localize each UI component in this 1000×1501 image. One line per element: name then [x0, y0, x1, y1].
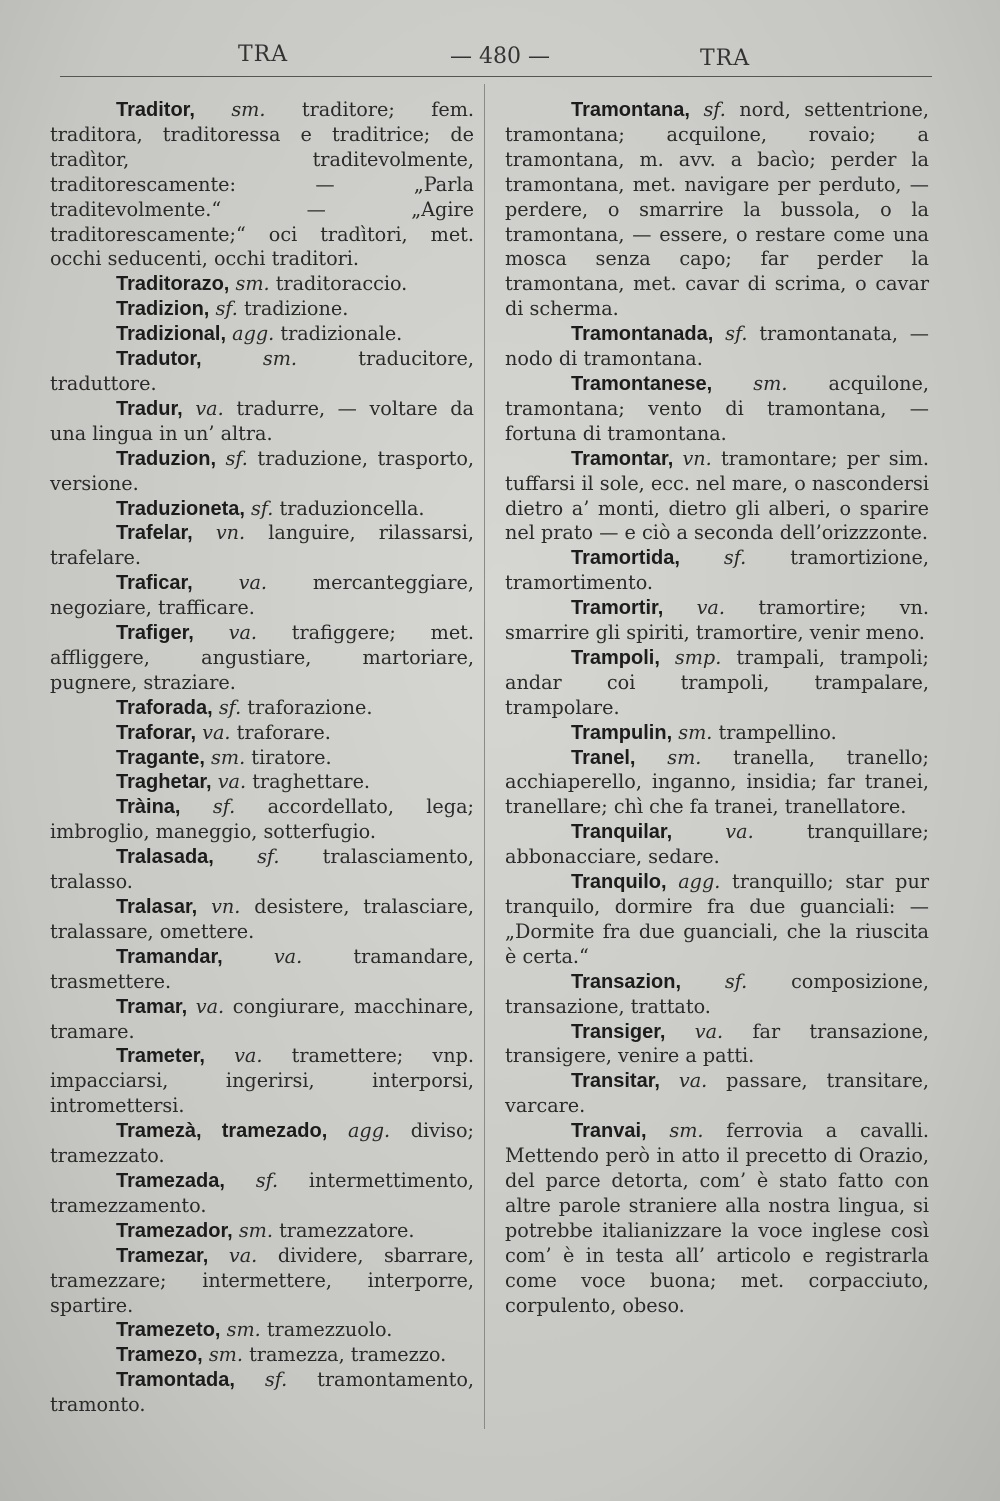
- entry-headword: Traditorazo,: [116, 273, 230, 296]
- entry-grammar-tag: sm.: [211, 745, 246, 769]
- entry-grammar-tag: sm.: [678, 720, 713, 744]
- dictionary-entry: [50, 521, 474, 571]
- entry-headword: Transazion,: [571, 970, 682, 993]
- entry-headword: Tramezador,: [116, 1219, 233, 1242]
- entry-grammar-tag: va.: [228, 621, 257, 645]
- dictionary-entry: [505, 447, 929, 547]
- entry-definition: tranella, tranello; acchiaperello, inganno, insidia; far tranei, tranellare; chì che fa tranei, tranellatore.: [505, 745, 929, 819]
- entry-grammar-tag: va.: [228, 1243, 258, 1267]
- entry-definition: composizione, transazione, trattato.: [505, 969, 929, 1018]
- entry-grammar-tag: sf.: [257, 845, 280, 869]
- entry-definition: tranquillo; star pur tranquilo, dormire fra due guanciali: — „Dormite fra due guanciali, che la riuscita è certa.“: [505, 870, 929, 968]
- entry-definition: tradizione.: [243, 297, 349, 321]
- entry-grammar-tag: smp.: [674, 645, 722, 669]
- dictionary-entry: [50, 621, 474, 696]
- entry-headword: Traduzioneta,: [116, 497, 245, 520]
- entry-definition: ferrovia a cavalli. Mettendo però in atto il precetto di Orazio, del parce detorta, com’ è stato fatto con altre parole straniere alla nostra lingua, si potrebbe italianizzare la voce inglese così com’ è in testa all’ articolo e registrarla come voce buona; met. corpacciuto, corpulento, obeso.: [505, 1119, 929, 1317]
- entry-headword: Tradur,: [116, 397, 183, 420]
- dictionary-entry: [505, 1069, 929, 1119]
- entry-headword: Traforar,: [116, 721, 197, 744]
- entry-grammar-tag: agg.: [347, 1119, 391, 1143]
- dictionary-entry: [50, 1169, 474, 1219]
- entry-definition: tiratore.: [251, 745, 332, 769]
- dictionary-entry: [505, 721, 929, 746]
- entry-headword: Tramontar,: [571, 447, 674, 470]
- entry-grammar-tag: sf.: [251, 496, 274, 520]
- entry-grammar-tag: va.: [694, 1019, 724, 1043]
- entry-definition: traforazione.: [247, 695, 373, 719]
- entry-headword: Tranquilar,: [571, 821, 673, 844]
- dictionary-entry: [50, 721, 474, 746]
- entry-grammar-tag: sm.: [231, 98, 266, 121]
- entry-headword: Tramontanese,: [571, 372, 713, 395]
- entry-headword: Tramortir,: [571, 597, 664, 620]
- dictionary-entry: [50, 1343, 474, 1368]
- entry-grammar-tag: sf.: [703, 98, 726, 121]
- entry-headword: Trampulin,: [571, 721, 673, 744]
- entry-headword: Traforada,: [116, 696, 213, 719]
- dictionary-entry: [50, 1244, 474, 1319]
- entry-headword: Tralasada,: [116, 846, 214, 869]
- entry-definition: traditore; fem. traditora, traditoressa e traditrice; de tradìtor, traditevolmente, traditorescamente: — „Parla traditevolmente.“ — „Agire traditorescamente;“ oci tradìtori, met. occhi seducenti, occhi traditori.: [50, 98, 474, 271]
- dictionary-entry: [505, 98, 929, 322]
- entry-grammar-tag: va.: [195, 994, 225, 1018]
- entry-grammar-tag: va.: [725, 820, 754, 844]
- dictionary-entry: [505, 646, 929, 721]
- dictionary-entry: [505, 820, 929, 870]
- dictionary-entry: [505, 546, 929, 596]
- entry-grammar-tag: sf.: [725, 322, 748, 346]
- entry-grammar-tag: sf.: [724, 969, 748, 993]
- dictionary-entry: [505, 372, 929, 447]
- entry-headword: Traditor,: [116, 99, 195, 121]
- dictionary-entry: [50, 945, 474, 995]
- entry-grammar-tag: va.: [696, 596, 725, 620]
- entry-headword: Trameter,: [116, 1045, 205, 1068]
- dictionary-entry: [505, 596, 929, 646]
- entry-headword: Tramezà, tramezado,: [116, 1120, 328, 1143]
- entry-grammar-tag: vn.: [682, 446, 712, 470]
- entry-grammar-tag: agg.: [678, 870, 721, 894]
- entry-definition: nord, settentrione, tramontana; acquilone, rovaio; a tramontana, m. avv. a bacìo; perder la tramontana, met. navigare per perduto, — perdere, o smarrire la bussola, o la tramontana, — essere, o restare come una mosca senza capo; far perder la tramontana, met. cavar di scrima, o cavar di scherma.: [505, 98, 930, 321]
- page-number: — 480 —: [450, 44, 550, 69]
- entry-grammar-tag: sf.: [255, 1168, 279, 1192]
- entry-headword: Tradizional,: [116, 323, 227, 346]
- entry-headword: Tradutor,: [116, 348, 202, 371]
- entry-definition: dividere, sbarrare, tramezzare; intermettere, interporre, spartire.: [50, 1243, 474, 1317]
- dictionary-entry: [50, 696, 474, 721]
- entry-headword: Tranquilo,: [571, 871, 667, 894]
- dictionary-entry: [50, 98, 474, 272]
- entry-headword: Tramezar,: [116, 1244, 209, 1267]
- entry-headword: Tramontada,: [116, 1369, 235, 1392]
- entry-headword: Tragante,: [116, 746, 205, 769]
- entry-definition: tralasciamento, tralasso.: [50, 845, 474, 894]
- entry-headword: Tramontana,: [571, 99, 690, 121]
- entry-definition: mercanteggiare, negoziare, trafficare.: [50, 571, 474, 620]
- entry-definition: tramezza, tramezzo.: [249, 1343, 447, 1367]
- entry-definition: tramezzuolo.: [266, 1318, 393, 1342]
- entry-headword: Trafelar,: [116, 522, 193, 545]
- dictionary-entry: [50, 447, 474, 497]
- dictionary-entry: [50, 1219, 474, 1244]
- entry-headword: Trafiger,: [116, 622, 194, 645]
- dictionary-entry: [50, 1044, 474, 1119]
- entry-grammar-tag: va.: [678, 1069, 708, 1093]
- dictionary-entry: [50, 297, 474, 322]
- entry-grammar-tag: sm.: [667, 745, 702, 769]
- dictionary-entry: [50, 795, 474, 845]
- entry-grammar-tag: sf.: [215, 297, 238, 321]
- entry-grammar-tag: va.: [217, 770, 247, 794]
- entry-definition: traduzione, trasporto, versione.: [50, 446, 474, 495]
- entry-definition: diviso; tramezzato.: [50, 1119, 474, 1168]
- entry-grammar-tag: sf.: [212, 795, 236, 819]
- entry-definition: tradizionale.: [280, 322, 403, 346]
- entry-definition: tramontanata, — nodo di tramontana.: [505, 322, 929, 371]
- entry-definition: accordellato, lega; imbroglio, maneggio, sotterfugio.: [50, 795, 474, 844]
- column-divider: [484, 84, 485, 1429]
- entry-grammar-tag: sm.: [753, 371, 788, 395]
- dictionary-entry: [50, 497, 474, 522]
- dictionary-entry: [50, 272, 474, 297]
- right-column: [505, 98, 929, 1318]
- entry-grammar-tag: sf.: [264, 1368, 288, 1392]
- dictionary-entry: [50, 895, 474, 945]
- entry-definition: intermettimento, tramezzamento.: [50, 1168, 474, 1217]
- entry-definition: traduzioncella.: [279, 496, 425, 520]
- entry-definition: traforare.: [236, 720, 331, 744]
- running-header: [60, 40, 932, 77]
- dictionary-entry: [50, 770, 474, 795]
- entry-headword: Transitar,: [571, 1070, 660, 1093]
- entry-grammar-tag: va.: [238, 571, 267, 595]
- entry-headword: Trampoli,: [571, 646, 660, 669]
- entry-grammar-tag: sf.: [723, 546, 747, 570]
- entry-headword: Traghetar,: [116, 771, 212, 794]
- dictionary-entry: [50, 397, 474, 447]
- dictionary-entry: [50, 746, 474, 771]
- entry-headword: Tradizion,: [116, 298, 210, 321]
- entry-definition: trafiggere; met. affliggere, angustiare, martoriare, pugnere, straziare.: [50, 621, 474, 694]
- entry-definition: languire, rilassarsi, trafelare.: [50, 521, 474, 570]
- dictionary-entry: [50, 995, 474, 1045]
- entry-headword: Tranel,: [571, 746, 636, 769]
- entry-definition: tramortizione, tramortimento.: [505, 546, 929, 595]
- dictionary-entry: [50, 322, 474, 347]
- entry-definition: tramezzatore.: [279, 1218, 415, 1242]
- entry-grammar-tag: agg.: [232, 322, 275, 346]
- entry-grammar-tag: sm.: [226, 1318, 261, 1342]
- entry-definition: desistere, tralasciare, tralassare, omettere.: [50, 895, 474, 943]
- entry-headword: Tramortida,: [571, 547, 680, 570]
- entry-definition: traducitore, traduttore.: [50, 347, 474, 395]
- entry-headword: Tramar,: [116, 995, 188, 1018]
- entry-definition: tramettere; vnp. impacciarsi, ingerirsi, interporsi, intromettersi.: [50, 1044, 474, 1118]
- entry-grammar-tag: sm.: [262, 347, 297, 371]
- entry-grammar-tag: va.: [195, 396, 224, 420]
- entry-headword: Traduzion,: [116, 447, 216, 470]
- dictionary-entry: [505, 746, 929, 821]
- left-column: [50, 98, 474, 1418]
- entry-definition: tradurre, — voltare da una lingua in un’ altra.: [50, 396, 474, 445]
- dictionary-entry: [505, 1020, 929, 1070]
- entry-headword: Traficar,: [116, 572, 193, 595]
- entry-grammar-tag: sm.: [235, 272, 270, 296]
- entry-grammar-tag: sf.: [218, 695, 242, 719]
- entry-definition: tranquillare; abbonacciare, sedare.: [505, 820, 929, 869]
- dictionary-entry: [505, 970, 929, 1020]
- entry-definition: tramandare, trasmettere.: [50, 944, 474, 993]
- entry-headword: Tramezo,: [116, 1344, 203, 1367]
- entry-headword: Tralasar,: [116, 896, 198, 918]
- entry-definition: far transazione, transigere, venire a patti.: [505, 1019, 930, 1068]
- dictionary-entry: [50, 347, 474, 397]
- entry-definition: trampali, trampoli; andar coi trampoli, trampalare, trampolare.: [505, 645, 929, 719]
- entry-grammar-tag: va.: [234, 1044, 263, 1068]
- entry-headword: Tramezeto,: [116, 1319, 221, 1342]
- entry-definition: passare, transitare, varcare.: [505, 1069, 929, 1118]
- dictionary-entry: [505, 322, 929, 372]
- entry-grammar-tag: va.: [202, 720, 231, 744]
- entry-grammar-tag: va.: [273, 944, 303, 968]
- entry-definition: tramortire; vn. smarrire gli spiriti, tramortire, venir meno.: [505, 596, 930, 645]
- entry-headword: Tramezada,: [116, 1169, 225, 1192]
- entry-grammar-tag: sm.: [208, 1343, 243, 1367]
- dictionary-entry: [50, 1368, 474, 1418]
- dictionary-entry: [505, 870, 929, 970]
- entry-definition: congiurare, macchinare, tramare.: [50, 994, 474, 1043]
- entry-headword: Tramandar,: [116, 945, 223, 968]
- entry-headword: Transiger,: [571, 1020, 666, 1043]
- entry-grammar-tag: sm.: [669, 1119, 704, 1143]
- dictionary-entry: [50, 1119, 474, 1169]
- entry-headword: Tramontanada,: [571, 323, 714, 346]
- header-left-guideword: TRA: [238, 42, 289, 67]
- dictionary-entry: [50, 571, 474, 621]
- dictionary-entry: [50, 1318, 474, 1343]
- entry-definition: acquilone, tramontana; vento di tramontana, — fortuna di tramontana.: [505, 371, 929, 445]
- entry-definition: tramontamento, tramonto.: [50, 1368, 474, 1417]
- entry-grammar-tag: sf.: [225, 446, 248, 470]
- entry-grammar-tag: sm.: [238, 1218, 273, 1242]
- header-right-guideword: TRA: [700, 46, 751, 71]
- dictionary-entry: [505, 1119, 929, 1318]
- entry-definition: trampellino.: [718, 720, 837, 744]
- entry-headword: Tranvai,: [571, 1120, 647, 1143]
- dictionary-entry: [50, 845, 474, 895]
- entry-headword: Tràina,: [116, 796, 181, 819]
- entry-definition: traditoraccio.: [275, 272, 408, 296]
- entry-definition: traghettare.: [252, 770, 371, 794]
- entry-definition: tramontare; per sim. tuffarsi il sole, ecc. nel mare, o nascondersi dietro a’ monti, dietro gli alberi, o sparire nel prato — e ciò a seconda dell’orizzzonte.: [505, 446, 930, 545]
- entry-grammar-tag: vn.: [215, 521, 246, 545]
- entry-grammar-tag: vn.: [211, 895, 241, 918]
